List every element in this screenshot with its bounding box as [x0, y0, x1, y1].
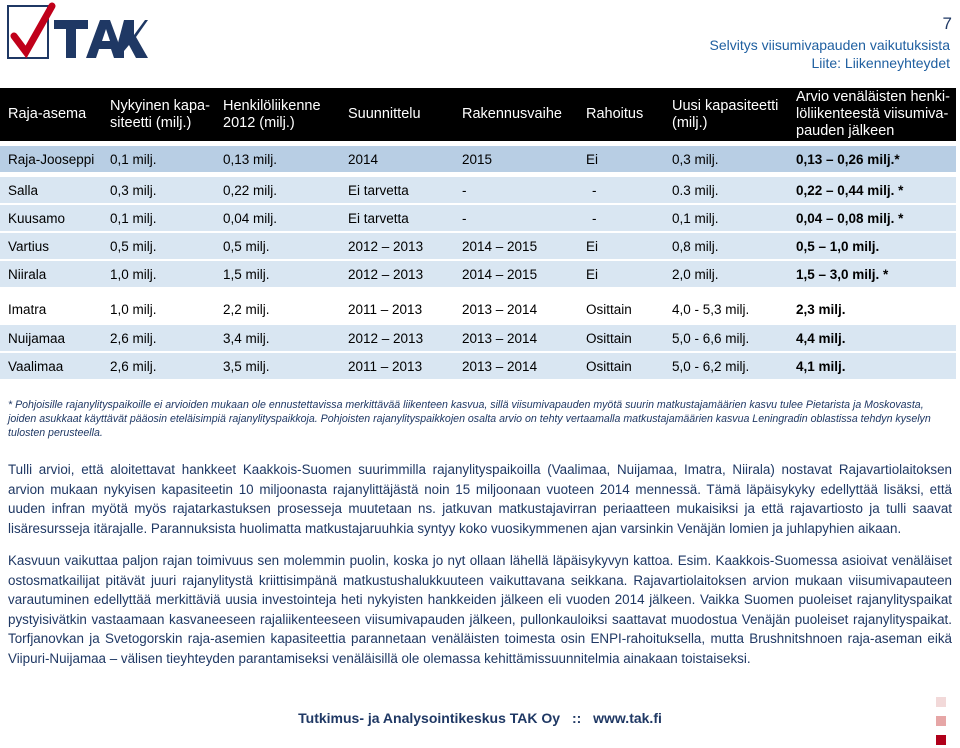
cell-estimate: 4,1 milj. — [796, 358, 846, 374]
cell-construction: 2015 — [462, 151, 493, 167]
cell-estimate: 0,13 – 0,26 milj.* — [796, 151, 900, 167]
cell-passenger-traffic: 1,5 milj. — [223, 266, 270, 282]
cell-funding: Ei — [586, 151, 599, 167]
cell-funding: Osittain — [586, 301, 632, 317]
cell-funding: - — [592, 182, 597, 198]
cell-planning: Ei tarvetta — [348, 182, 409, 198]
cell-estimate: 4,4 milj. — [796, 330, 846, 346]
cell-estimate: 1,5 – 3,0 milj. * — [796, 266, 889, 282]
cell-new-capacity: 2,0 milj. — [672, 266, 719, 282]
cell-new-capacity: 0,1 milj. — [672, 210, 719, 226]
cell-station: Imatra — [8, 301, 47, 317]
cell-passenger-traffic: 0,5 milj. — [223, 238, 270, 254]
cell-construction: 2013 – 2014 — [462, 301, 538, 317]
tak-logo — [6, 2, 148, 62]
cell-new-capacity: 5,0 - 6,2 milj. — [672, 358, 750, 374]
cell-construction: 2014 – 2015 — [462, 266, 538, 282]
cell-funding: Osittain — [586, 330, 632, 346]
cell-current-capacity: 1,0 milj. — [110, 266, 157, 282]
cell-construction: - — [462, 210, 467, 226]
cell-station: Raja-Jooseppi — [8, 151, 95, 167]
col-header-construction: Rakennusvaihe — [462, 106, 562, 122]
cell-construction: 2013 – 2014 — [462, 358, 538, 374]
cell-new-capacity: 4,0 - 5,3 milj. — [672, 301, 750, 317]
cell-passenger-traffic: 0,13 milj. — [223, 151, 278, 167]
cell-construction: 2014 – 2015 — [462, 238, 538, 254]
cell-funding: - — [592, 210, 597, 226]
col-header-planning: Suunnittelu — [348, 106, 421, 122]
cell-estimate: 0,5 – 1,0 milj. — [796, 238, 880, 254]
cell-estimate: 0,22 – 0,44 milj. * — [796, 182, 904, 198]
cell-passenger-traffic: 0,04 milj. — [223, 210, 278, 226]
table-row — [0, 205, 956, 231]
decorative-square — [936, 716, 946, 726]
cell-new-capacity: 5,0 - 6,6 milj. — [672, 330, 750, 346]
cell-current-capacity: 1,0 milj. — [110, 301, 157, 317]
table-row — [0, 353, 956, 379]
cell-new-capacity: 0,3 milj. — [672, 151, 719, 167]
table-row — [0, 177, 956, 203]
cell-current-capacity: 2,6 milj. — [110, 330, 157, 346]
page-footer — [0, 710, 960, 726]
footer-org: Tutkimus- ja Analysointikeskus TAK Oy — [298, 710, 561, 726]
table-footnote: * Pohjoisille rajanylityspaikoille ei arvioiden mukaan ole ennustettavissa merkittävää liikenteen kasvua, sillä viisumivapauden myötä suurin matkustajamäärien kasvu tulee Pietarista ja Moskovasta, joiden asukkaat käyttävät pääosin eteläisimpiä rajanylityspaikkoja. Pohjoisten rajanylityspaikkojen osalta arvio on tehty vertaamalla matkustajamäärien kasvua Leningradin oblastissa tehdyn kyselyn tulosten perusteella. — [8, 399, 931, 439]
cell-funding: Ei — [586, 266, 599, 282]
cell-station: Nuijamaa — [8, 330, 66, 346]
table-row — [0, 261, 956, 287]
body-paragraph: Tulli arvioi, että aloitettavat hankkeet Kaakkois-Suomen suurimmilla rajanylityspaikoilla (Vaalimaa, Nuijamaa, Imatra, Niirala) nostavat Rajavartiolaitoksen arvion mukaan nykyisen kapasiteetin 10 miljoonasta rajanylittäjästä noin 15 miljoonaan vuoteen 2014 mennessä. Tämä läpäisykyky edellyttää lisäksi, että uuden infran myötä myös rajatarkastuksen prosesseja muutetaan ns. jatkuvan matkustajavirran periaatteen mukaisiksi ja että rajavartiosto ja tulli saavat lisäresursseja itärajalle. Parannuksista huolimatta matkustajaruuhkia syntyy koko vuosikymmenen ajan varsinkin Venäjän lomien ja juhlapyhien aikaan. — [8, 462, 952, 536]
cell-passenger-traffic: 0,22 milj. — [223, 182, 278, 198]
cell-funding: Ei — [586, 238, 599, 254]
table-row — [0, 233, 956, 259]
cell-planning: 2011 – 2013 — [348, 301, 423, 317]
cell-estimate: 0,04 – 0,08 milj. * — [796, 210, 904, 226]
cell-station: Salla — [8, 182, 39, 198]
col-header-station: Raja-asema — [8, 106, 87, 122]
cell-planning: 2012 – 2013 — [348, 238, 424, 254]
cell-planning: 2011 – 2013 — [348, 358, 423, 374]
cell-passenger-traffic: 3,5 milj. — [223, 358, 270, 374]
table-row — [0, 146, 956, 172]
decorative-square — [936, 697, 946, 707]
cell-funding: Osittain — [586, 358, 632, 374]
cell-current-capacity: 0,1 milj. — [110, 210, 157, 226]
cell-station: Vaalimaa — [8, 358, 64, 374]
cell-planning: 2012 – 2013 — [348, 266, 424, 282]
document-section: Liite: Liikenneyhteydet — [811, 55, 950, 71]
cell-planning: Ei tarvetta — [348, 210, 409, 226]
col-header-current-capacity: Nykyinen kapa-siteetti (milj.) — [110, 97, 210, 131]
table-row — [0, 325, 956, 351]
page-number: 7 — [942, 14, 952, 33]
cell-passenger-traffic: 3,4 milj. — [223, 330, 270, 346]
cell-current-capacity: 0,1 milj. — [110, 151, 157, 167]
footer-url[interactable]: www.tak.fi — [593, 710, 662, 726]
cell-estimate: 2,3 milj. — [796, 301, 846, 317]
cell-station: Kuusamo — [8, 210, 66, 226]
footer-separator: :: — [571, 710, 582, 726]
cell-passenger-traffic: 2,2 milj. — [223, 301, 270, 317]
cell-station: Vartius — [8, 238, 50, 254]
col-header-passenger-traffic: Henkilöliikenne 2012 (milj.) — [223, 97, 321, 131]
cell-planning: 2014 — [348, 151, 379, 167]
cell-station: Niirala — [8, 266, 47, 282]
cell-construction: 2013 – 2014 — [462, 330, 538, 346]
body-paragraph: Kasvuun vaikuttaa paljon rajan toimivuus sen molemmin puolin, koska jo nyt ollaan lähellä läpäisykyvyn kattoa. Esim. Kaakkois-Suomessa asioivat venäläiset ostosmatkailijat pitävät juuri rajanylitystä kriittisimpänä matkustushalukkuuteen vaikuttavana seikkana. Rajavartiolaitoksen arvion mukaan viisumivapauteen varautuminen edellyttää merkittäviä uusia investointeja heti nykyisten hankkeiden jälkeen eli vuoden 2014 jälkeen. Vaikka Suomen puoleiset rajanylityspaikat pystyisivätkin vastaamaan kasvaneeseen rajaliikenteeseen viisumivapauden jälkeen, pullonkauloiksi saattavat muodostua Venäjän puoleiset rajanylityspaikat. Torfjanovkan ja Svetogorskin raja-asemien kapasiteettia parannetaan venäläisten toimesta osin ENPI-rahoituksella, mutta Brushnitshnoen raja-aseman eikä Viipuri-Nuijamaa – välisen tieyhteyden parantamiseksi venäläisillä ole olemassa kehittämissuunnitelmia ainakaan toistaiseksi. — [8, 553, 952, 666]
cell-planning: 2012 – 2013 — [348, 330, 424, 346]
cell-current-capacity: 0,3 milj. — [110, 182, 157, 198]
col-header-estimate: Arvio venäläisten henki-löliikenteestä viisumiva-pauden jälkeen — [796, 89, 950, 139]
decorative-square — [936, 735, 946, 745]
cell-new-capacity: 0,8 milj. — [672, 238, 719, 254]
document-title: Selvitys viisumivapauden vaikutuksista — [709, 37, 950, 53]
cell-current-capacity: 2,6 milj. — [110, 358, 157, 374]
col-header-funding: Rahoitus — [586, 106, 644, 122]
cell-current-capacity: 0,5 milj. — [110, 238, 157, 254]
table-row — [0, 296, 956, 322]
cell-new-capacity: 0.3 milj. — [672, 182, 719, 198]
table-header — [0, 88, 956, 141]
col-header-new-capacity: Uusi kapasiteetti (milj.) — [672, 97, 779, 131]
cell-construction: - — [462, 182, 467, 198]
